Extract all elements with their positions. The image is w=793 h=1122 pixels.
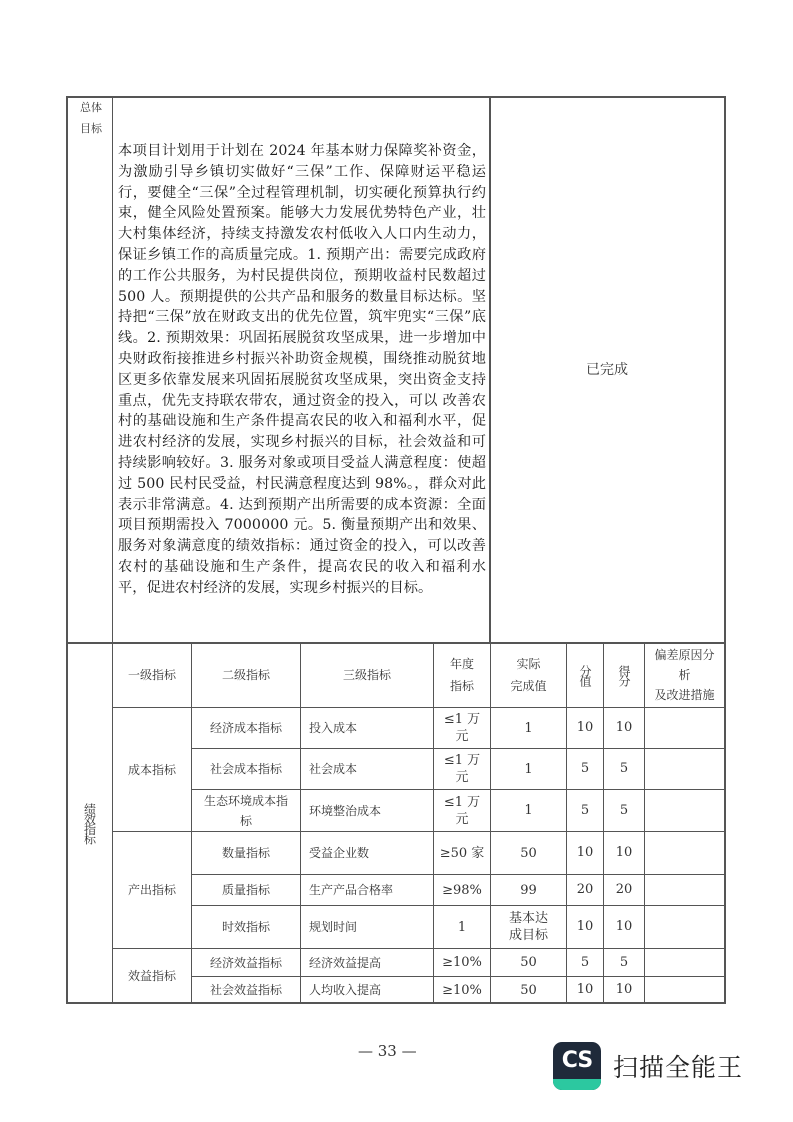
cell-level2 <box>192 875 300 905</box>
cell-level2-text: 质量指标 <box>221 883 270 897</box>
cell-level3 <box>301 708 433 748</box>
header-score-value-text: 分值 <box>578 665 592 685</box>
cell-score <box>604 832 644 874</box>
cell-level3 <box>301 977 433 1003</box>
cell-level3-text: 受益企业数 <box>309 846 370 860</box>
cell-level3-text: 规划时间 <box>309 920 358 934</box>
cell-level3-text: 人均收入提高 <box>309 983 382 997</box>
goal-status-text: 已完成 <box>586 361 628 378</box>
cell-target-text: ≥50 家 <box>439 845 485 861</box>
page-number: — 33 — <box>358 1042 417 1060</box>
header-score <box>604 643 644 707</box>
cell-level3-text: 生产产品合格率 <box>309 883 394 897</box>
cell-actual <box>491 790 566 831</box>
header-actual-l1: 实际 <box>516 657 541 671</box>
cell-score-text: 10 <box>615 845 633 860</box>
cell-score-value-text: 10 <box>576 845 594 860</box>
cell-score <box>604 790 644 831</box>
cell-level3-text: 社会成本 <box>309 762 358 776</box>
cell-score <box>604 875 644 905</box>
cell-actual-text: 1 <box>524 803 533 818</box>
cell-score-text: 5 <box>619 802 629 818</box>
cell-actual <box>491 977 566 1003</box>
header-score-text: 得分 <box>617 665 631 685</box>
overall-goal-label <box>74 99 108 137</box>
header-annual-target-l1: 年度 <box>449 657 474 671</box>
cell-score-text: 5 <box>619 761 629 776</box>
header-annual-target-l2: 指标 <box>449 679 474 693</box>
header-actual <box>491 643 566 707</box>
cell-actual <box>491 749 566 789</box>
overall-goal-label-line1: 总体 <box>80 101 102 114</box>
cell-target-text: 1 <box>457 919 467 935</box>
header-annual-target <box>434 643 490 707</box>
cell-level2-text: 经济成本指标 <box>209 721 282 735</box>
cell-actual-text: 50 <box>520 982 537 998</box>
cell-score-text: 5 <box>619 954 629 970</box>
cell-actual-text: 99 <box>520 882 537 898</box>
cell-level3 <box>301 790 433 831</box>
cell-actual-text: 50 <box>520 955 537 970</box>
cell-level3-text: 投入成本 <box>309 721 358 735</box>
cell-actual-text: 50 <box>520 845 537 861</box>
cell-target <box>434 708 490 748</box>
goal-status <box>490 97 724 642</box>
cell-score <box>604 977 644 1003</box>
cell-actual <box>491 875 566 905</box>
cell-score-value-text: 10 <box>576 720 594 735</box>
overall-goal-label-line2: 目标 <box>80 122 102 135</box>
cell-score-value <box>567 749 603 789</box>
cell-level3 <box>301 832 433 874</box>
group-benefit <box>113 949 191 1003</box>
header-level2 <box>192 643 300 707</box>
cell-deviation <box>645 790 724 831</box>
cell-score <box>604 906 644 948</box>
cell-level2-text: 生态环境成本指标 <box>204 793 289 828</box>
header-deviation <box>645 643 724 707</box>
cell-actual-text: 1 <box>524 720 533 736</box>
cell-actual-text: 基本达成目标 <box>508 911 548 943</box>
header-deviation-l2: 析 <box>678 668 691 682</box>
cell-level2-text: 经济效益指标 <box>209 955 282 970</box>
cell-deviation <box>645 708 724 748</box>
header-score-value <box>567 643 603 707</box>
cell-level3 <box>301 875 433 905</box>
cell-score-value <box>567 949 603 976</box>
header-level3 <box>301 643 433 707</box>
cell-target-text: ≤1 万元 <box>443 712 481 744</box>
cell-target <box>434 749 490 789</box>
cell-target <box>434 875 490 905</box>
cell-level2 <box>192 790 300 831</box>
table-border-right <box>724 96 726 1004</box>
cell-score-value-text: 5 <box>580 802 590 818</box>
cell-target-text: ≥10% <box>442 955 482 970</box>
cell-level3 <box>301 906 433 948</box>
cell-score-value-text: 10 <box>576 919 594 934</box>
cell-deviation <box>645 832 724 874</box>
cell-level2-text: 数量指标 <box>221 846 270 860</box>
cell-level2 <box>192 832 300 874</box>
header-level3-text: 三级指标 <box>342 668 391 682</box>
cell-level3 <box>301 949 433 976</box>
cell-score-value-text: 5 <box>580 954 590 970</box>
cell-deviation <box>645 949 724 976</box>
cell-score-value <box>567 875 603 905</box>
cell-score <box>604 949 644 976</box>
cell-level3 <box>301 749 433 789</box>
cell-deviation <box>645 977 724 1003</box>
cell-target <box>434 906 490 948</box>
header-deviation-l3: 及改进措施 <box>654 688 715 702</box>
header-level2-text: 二级指标 <box>221 668 270 682</box>
cell-score-text: 10 <box>615 982 633 997</box>
cs-logo-accent-bar <box>553 1079 601 1090</box>
cell-level2-text: 社会效益指标 <box>209 983 282 997</box>
group-cost <box>113 708 191 831</box>
cell-target <box>434 790 490 831</box>
cell-target-text: ≥10% <box>442 982 482 998</box>
cell-actual <box>491 832 566 874</box>
cell-target-text: ≤1 万元 <box>443 753 481 785</box>
header-deviation-l1: 偏差原因分 <box>654 648 715 662</box>
cell-score <box>604 708 644 748</box>
cell-deviation <box>645 906 724 948</box>
cell-score-value <box>567 708 603 748</box>
cell-target-text: ≥98% <box>442 882 482 898</box>
cell-score <box>604 749 644 789</box>
cell-target <box>434 949 490 976</box>
cell-score-value <box>567 977 603 1003</box>
cell-level2 <box>192 949 300 976</box>
cell-score-value-text: 5 <box>580 761 590 776</box>
cell-actual <box>491 708 566 748</box>
cell-level2 <box>192 977 300 1003</box>
group-benefit-text: 效益指标 <box>127 969 176 983</box>
cell-level3-text: 环境整治成本 <box>309 803 382 818</box>
cell-level2-text: 时效指标 <box>221 920 270 934</box>
cell-level3-text: 经济效益提高 <box>309 955 382 970</box>
cell-actual <box>491 906 566 948</box>
cell-score-value-text: 20 <box>576 882 594 897</box>
performance-label-text: 绩效指标 <box>82 803 97 843</box>
brand-name: 扫描全能王 <box>613 1053 744 1082</box>
cs-logo-icon <box>553 1042 601 1090</box>
cell-score-text: 10 <box>615 720 633 735</box>
performance-label <box>67 643 112 1003</box>
cell-actual-text: 1 <box>524 761 533 777</box>
cell-score-value <box>567 790 603 831</box>
header-level1 <box>113 643 191 707</box>
cell-level2-text: 社会成本指标 <box>209 762 282 776</box>
cell-score-text: 10 <box>615 919 633 934</box>
header-level1-text: 一级指标 <box>127 668 176 682</box>
group-output <box>113 832 191 948</box>
cell-score-text: 20 <box>615 882 633 897</box>
cell-target-text: ≤1 万元 <box>443 794 481 827</box>
cell-score-value <box>567 832 603 874</box>
cell-actual <box>491 949 566 976</box>
cell-target <box>434 832 490 874</box>
group-cost-text: 成本指标 <box>127 762 176 777</box>
cell-deviation <box>645 749 724 789</box>
cell-level2 <box>192 749 300 789</box>
cell-score-value-text: 10 <box>576 982 594 997</box>
cell-deviation <box>645 875 724 905</box>
cell-level2 <box>192 708 300 748</box>
header-actual-l2: 完成值 <box>510 679 547 693</box>
cs-logo-text: CS <box>561 1048 593 1073</box>
scanner-watermark <box>553 1042 743 1090</box>
overall-goal-text: 本项目计划用于计划在 2024 年基本财力保障奖补资金，为激励引导乡镇切实做好“三保”工作、保障财运平稳运行，要健全“三保”全过程管理机制，切实硬化预算执行约束，健全风险处置预案。能够大力发展优势特色产业，壮大村集体经济，持续支持激发农村低收入人口内生动力，保证乡镇工作的高质量完成。1. 预期产出：需要完成政府的工作公共服务，为村民提供岗位，预期收益村民数超过 500 人。预期提供的公共产品和服务的数量目标达标。坚持把“三保”放在财政支出的优先位置，筑牢兜实“三保”底线。2. 预期效果：巩固拓展脱贫攻坚成果，进一步增加中央财政衔接推进乡村振兴补助资金规模，围绕推动脱贫地区更多依靠发展来巩固拓展脱贫攻坚成果，突出资金支持重点，优先支持联农带农，通过资金的投入，可以 改善农村的基础设施和生产条件提高农民的收入和福利水平，促进农村经济的发展，实现乡村振兴的目标，社会效益和可持续影响较好。3. 服务对象或项目受益人满意程度：使超过 500 民村民受益，村民满意程度达到 98%。，群众对此表示非常满意。4. 达到预期产出所需要的成本资源：全面项目预期需投入 7000000 元。5. 衡量预期产出和效果、服务对象满意度的绩效指标：通过资金的投入，可以改善农村的基础设施和生产条件，提高农民的收入和福利水平，促进农村经济的发展，实现乡村振兴的目标。 <box>118 143 486 596</box>
cell-target <box>434 977 490 1003</box>
cell-score-value <box>567 906 603 948</box>
group-output-text: 产出指标 <box>127 883 176 897</box>
cell-level2 <box>192 906 300 948</box>
